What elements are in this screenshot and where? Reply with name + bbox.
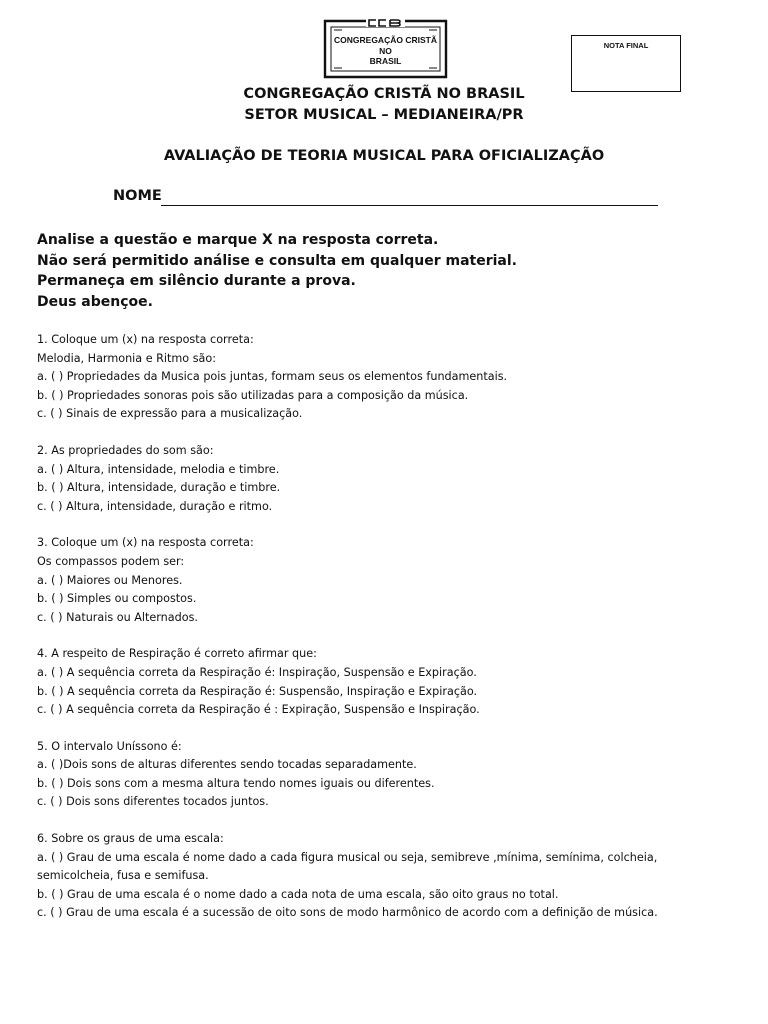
exam-title: AVALIAÇÃO DE TEORIA MUSICAL PARA OFICIALIZAÇÃO [163, 148, 605, 164]
answer-option-a[interactable]: a. ( ) Propriedades da Musica pois juntas, formam seus os elementos fundamentais. [37, 370, 508, 384]
name-label: NOME [113, 188, 162, 204]
ccb-logo [322, 18, 449, 80]
question-prompt: 5. O intervalo Uníssono é: [37, 739, 182, 753]
instructions [37, 230, 737, 312]
answer-option-b[interactable]: b. ( ) Propriedades sonoras pois são utilizadas para a composição da música. [37, 388, 469, 402]
answer-option-b[interactable]: b. ( ) Altura, intensidade, duração e timbre. [37, 481, 281, 495]
answer-option-a[interactable]: a. ( ) Altura, intensidade, melodia e timbre. [37, 462, 280, 476]
questions-list [37, 331, 737, 941]
question-2 [37, 442, 737, 516]
answer-option-c[interactable]: c. ( ) Dois sons diferentes tocados juntos. [37, 795, 269, 809]
question-prompt: 2. As propriedades do som são: [37, 443, 214, 457]
instruction-line: Analise a questão e marque X na resposta correta. [37, 232, 439, 248]
sector-title: SETOR MUSICAL – MEDIANEIRA/PR [244, 107, 524, 123]
organization-title: CONGREGAÇÃO CRISTÃ NO BRASIL [243, 86, 525, 102]
grade-label: NOTA FINAL [603, 41, 649, 50]
question-5 [37, 738, 737, 812]
answer-option-c[interactable]: c. ( ) Sinais de expressão para a musicalização. [37, 407, 303, 421]
instruction-line: Não será permitido análise e consulta em qualquer material. [37, 252, 517, 269]
answer-option-c[interactable]: c. ( ) Naturais ou Alternados. [37, 610, 198, 624]
instruction-line: Deus abençoe. [37, 293, 153, 310]
name-underline [161, 205, 658, 206]
question-prompt: 6. Sobre os graus de uma escala: [37, 832, 224, 846]
answer-option-b[interactable]: b. ( ) A sequência correta da Respiração é: Suspensão, Inspiração e Expiração. [37, 684, 478, 698]
question-prompt: 1. Coloque um (x) na resposta correta: [37, 333, 254, 346]
question-prompt: 4. A respeito de Respiração é correto afirmar que: [37, 647, 317, 661]
answer-option-a[interactable]: a. ( ) Maiores ou Menores. [37, 573, 183, 587]
question-6 [37, 830, 737, 923]
logo-line-3: BRASIL [369, 56, 402, 66]
answer-option-c[interactable]: c. ( ) A sequência correta da Respiração é : Expiração, Suspensão e Inspiração. [37, 703, 480, 717]
name-field[interactable] [113, 188, 658, 210]
question-prompt: 3. Coloque um (x) na resposta correta: [37, 536, 254, 550]
answer-option-b[interactable]: b. ( ) Simples ou compostos. [37, 592, 197, 606]
answer-option-a[interactable]: a. ( ) Grau de uma escala é nome dado a cada figura musical ou seja, semibreve ,mínima, semínima, colcheia, semicolcheia, fusa e semifusa. [37, 850, 658, 883]
question-subprompt: Melodia, Harmonia e Ritmo são: [37, 351, 216, 365]
logo-line-1: CONGREGAÇÃO CRISTÃ [334, 35, 437, 45]
question-subprompt: Os compassos podem ser: [37, 554, 185, 568]
logo-text [328, 35, 443, 67]
answer-option-a[interactable]: a. ( ) A sequência correta da Respiração é: Inspiração, Suspensão e Expiração. [37, 665, 477, 679]
question-4 [37, 645, 737, 719]
logo-line-2: NO [379, 45, 392, 56]
answer-option-b[interactable]: b. ( ) Dois sons com a mesma altura tendo nomes iguais ou diferentes. [37, 776, 435, 790]
answer-option-c[interactable]: c. ( ) Grau de uma escala é a sucessão de oito sons de modo harmônico de acordo com a definição de música. [37, 906, 658, 920]
grade-box[interactable] [571, 35, 681, 92]
answer-option-c[interactable]: c. ( ) Altura, intensidade, duração e ritmo. [37, 499, 273, 513]
question-3 [37, 534, 737, 627]
answer-option-a[interactable]: a. ( )Dois sons de alturas diferentes sendo tocadas separadamente. [37, 758, 417, 772]
question-1 [37, 331, 737, 424]
answer-option-b[interactable]: b. ( ) Grau de uma escala é o nome dado a cada nota de uma escala, são oito graus no total. [37, 887, 559, 901]
instruction-line: Permaneça em silêncio durante a prova. [37, 273, 356, 289]
